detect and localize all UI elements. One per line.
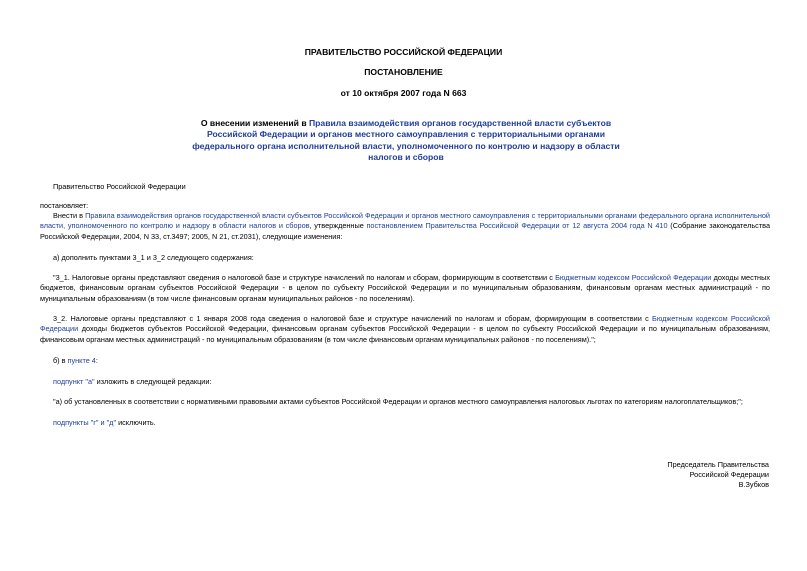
p1-start: Внести в	[53, 211, 86, 220]
item-a-text: а) дополнить пунктами 3_1 и 3_2 следующего содержания:	[53, 253, 254, 262]
rules-link[interactable]: Правила взаимодействия органов государственной власти субъектов Российской Федерации и органов местного самоуправления с территориальными органами федерального органа исполнительной власти, уполномоченного по контролю и надзору в области налогов и сборов	[40, 211, 771, 231]
document-type-heading: ПОСТАНОВЛЕНИЕ	[364, 67, 443, 77]
p31-start: "3_1. Налоговые органы представляют сведения о налоговой базе и структуре начислений по налогам и сборам, формирующим в соответствии с	[53, 273, 556, 282]
title-prefix: О внесении изменений в	[200, 118, 309, 128]
paragraph-amendments	[40, 211, 770, 242]
signature-title-line2: Российской Федерации	[689, 470, 769, 479]
subitem-a-link[interactable]: подпункт "а"	[53, 377, 95, 386]
decree-text: постановляет:	[40, 201, 89, 210]
p31-end: доходы местных бюджетов, финансовым органам субъектов Российской Федерации - в целом по субъекту Российской Федерации и по муниципальным образованиям, финансовым органам местных администраций - по муниципальным образованиям (в том числе финансовым органам муниципальных районов - по поселениям).	[40, 273, 770, 303]
b-end: :	[95, 356, 98, 365]
item-b-text	[40, 356, 770, 366]
b-start: б) в	[53, 356, 68, 365]
signature-title-line1: Председатель Правительства	[667, 460, 769, 469]
budget-code-link-2[interactable]: Бюджетным кодексом Российской Федерации	[40, 314, 770, 334]
document-title	[180, 118, 632, 164]
p32-start: 3_2. Налоговые органы представляют с 1 января 2008 года сведения о налоговой базе и структуре начислений по налогам и сборам, формирующим в соответствии с	[53, 314, 653, 323]
subitems-gd-text	[40, 418, 770, 428]
budget-code-link-1[interactable]: Бюджетным кодексом Российской Федерации	[555, 273, 712, 282]
paragraph-3-1	[40, 273, 770, 304]
sub-gd-end: исключить.	[116, 418, 156, 427]
signature-name: В.Зубков	[738, 480, 769, 489]
p1-end: (Собрание законодательства Российской Федерации, 2004, N 33, ст.3497; 2005, N 21, ст.2031), следующие изменения:	[40, 221, 771, 241]
sub-a-end: изложить в следующей редакции:	[94, 377, 212, 386]
paragraph-3-2	[40, 314, 770, 345]
p32-end: доходы бюджетов субъектов Российской Федерации, финансовым органам субъектов Российской Федерации - в целом по субъекту Российской Федерации и по муниципальным образованиям, финансовым органам местных администраций - по муниципальным образованиям (в том числе финансовым органам муниципальных районов - по поселениям).";	[40, 324, 770, 344]
subitem-a-text	[40, 377, 770, 387]
quote-a-text: "а) об установленных в соответствии с нормативными правовыми актами субъектов Российской Федерации и органов местного самоуправления налоговых льготах по категориям налогоплательщиков;";	[53, 397, 743, 406]
subitems-gd-link[interactable]: подпункты "г" и "д"	[53, 418, 117, 427]
p1-mid: , утвержденные	[309, 221, 367, 231]
point-4-link[interactable]: пункте 4	[67, 356, 96, 365]
government-heading: ПРАВИТЕЛЬСТВО РОССИЙСКОЙ ФЕДЕРАЦИИ	[304, 47, 503, 57]
title-rules-link[interactable]: Правила взаимодействия органов государственной власти субъектов Российской Федерации и органов местного самоуправления с территориальными органами федерального органа исполнительной власти, уполномоченного по контролю и надзору в области налогов и сборов	[192, 118, 620, 163]
date-number-heading: от 10 октября 2007 года N 663	[340, 88, 467, 98]
resolution-410-link[interactable]: постановлением Правительства Российской Федерации от 12 августа 2004 года N 410	[366, 221, 668, 231]
intro-text: Правительство Российской Федерации	[53, 182, 186, 191]
